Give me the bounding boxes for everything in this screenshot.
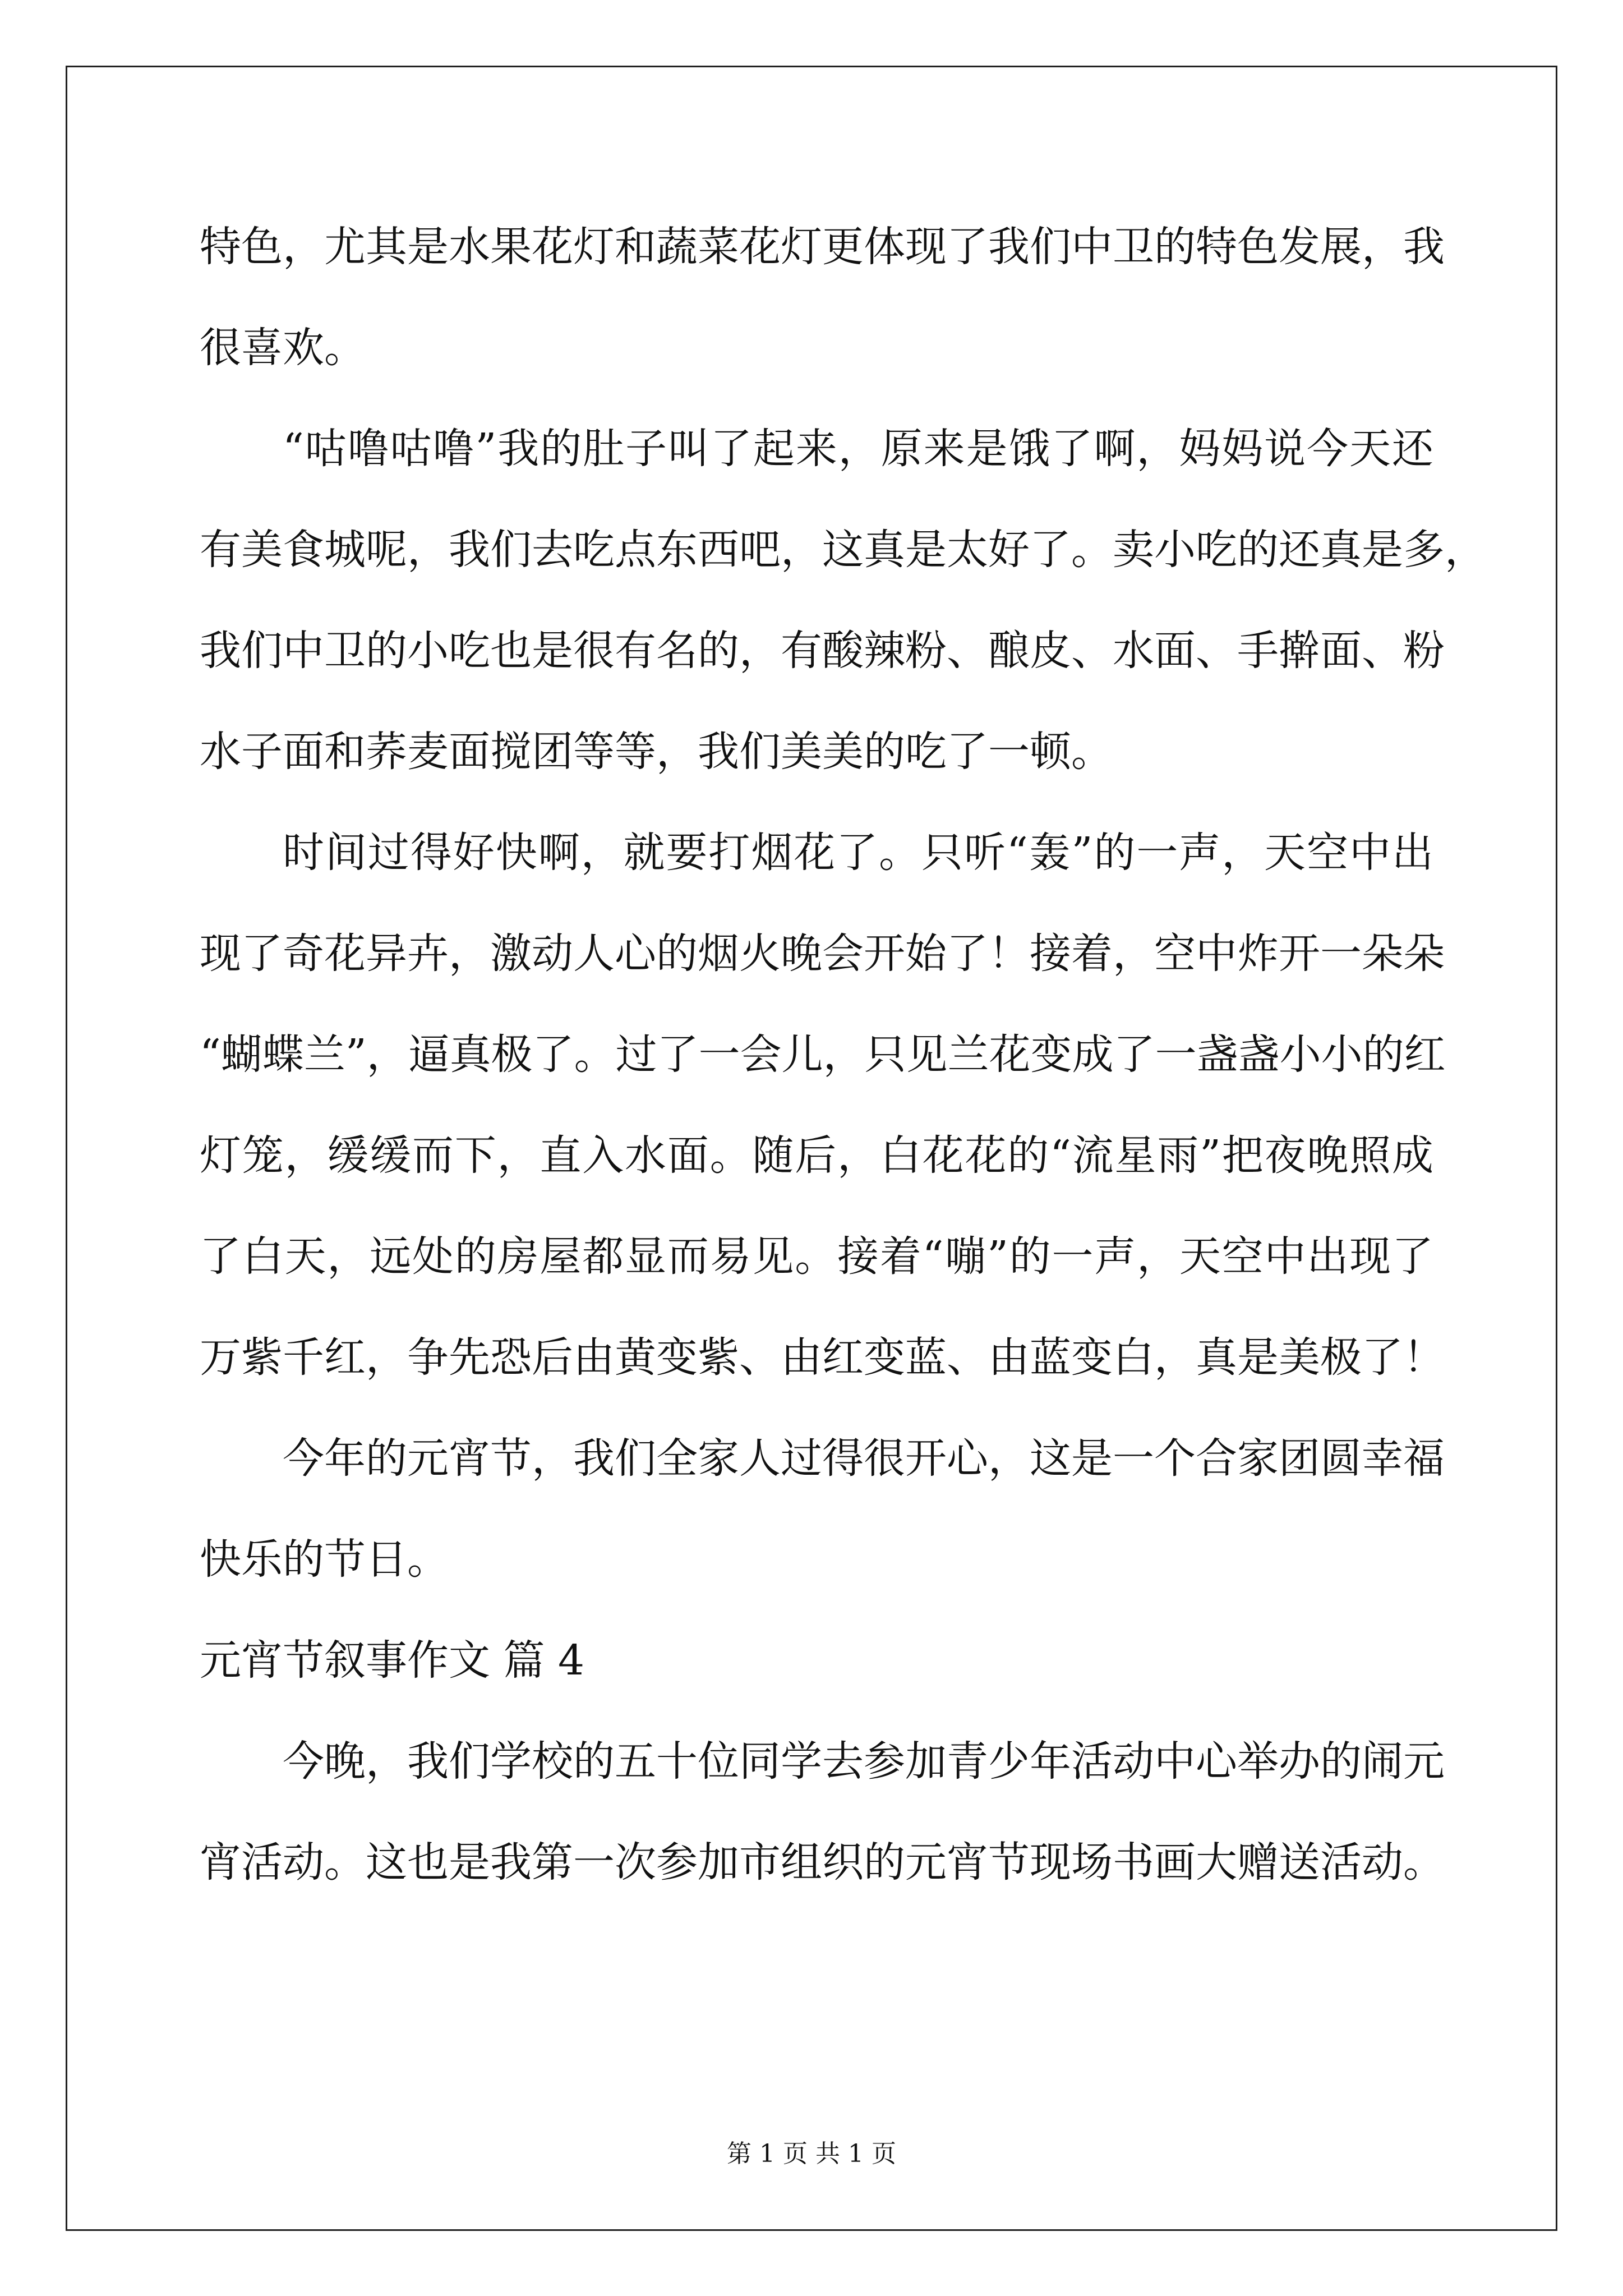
paragraph-start-line: 今晚，我们学校的五十位同学去参加青少年活动中心举办的闹元: [283, 1737, 1445, 1786]
section-heading: 元宵节叙事作文 篇 4: [200, 1636, 585, 1685]
text-line: 特色，尤其是水果花灯和蔬菜花灯更体现了我们中卫的特色发展，我: [200, 223, 1445, 271]
text-line: “蝴蝶兰”，逼真极了。过了一会儿，只见兰花变成了一盏盏小小的红: [200, 1030, 1446, 1079]
text-line: 万紫千红，争先恐后由黄变紫、由红变蓝、由蓝变白，真是美极了！: [200, 1333, 1445, 1382]
text-line: 灯笼，缓缓而下，直入水面。随后，白花花的“流星雨”把夜晚照成: [200, 1131, 1435, 1180]
paragraph-start-line: “咕噜咕噜”我的肚子叫了起来，原来是饿了啊，妈妈说今天还: [283, 425, 1435, 473]
text-line: 快乐的节日。: [200, 1535, 449, 1584]
text-line: 水子面和荞麦面搅团等等，我们美美的吃了一顿。: [200, 728, 1113, 776]
text-line: 宵活动。这也是我第一次参加市组织的元宵节现场书画大赠送活动。: [200, 1838, 1445, 1887]
text-line: 很喜欢。: [200, 324, 366, 372]
paragraph-start-line: 时间过得好快啊，就要打烟花了。只听“轰”的一声，天空中出: [283, 829, 1435, 877]
text-line: 现了奇花异卉，激动人心的烟火晚会开始了！接着，空中炸开一朵朵: [200, 930, 1445, 978]
page-footer: 第 1 页 共 1 页: [727, 2139, 896, 2168]
text-line: 我们中卫的小吃也是很有名的，有酸辣粉、酿皮、水面、手擀面、粉: [200, 627, 1445, 675]
text-line: 了白天，远处的房屋都显而易见。接着“嘣”的一声，天空中出现了: [200, 1232, 1435, 1281]
paragraph-start-line: 今年的元宵节，我们全家人过得很开心，这是一个合家团圆幸福: [283, 1434, 1445, 1483]
text-line: 有美食城呢，我们去吃点东西吧，这真是太好了。卖小吃的还真是多，: [200, 526, 1486, 574]
